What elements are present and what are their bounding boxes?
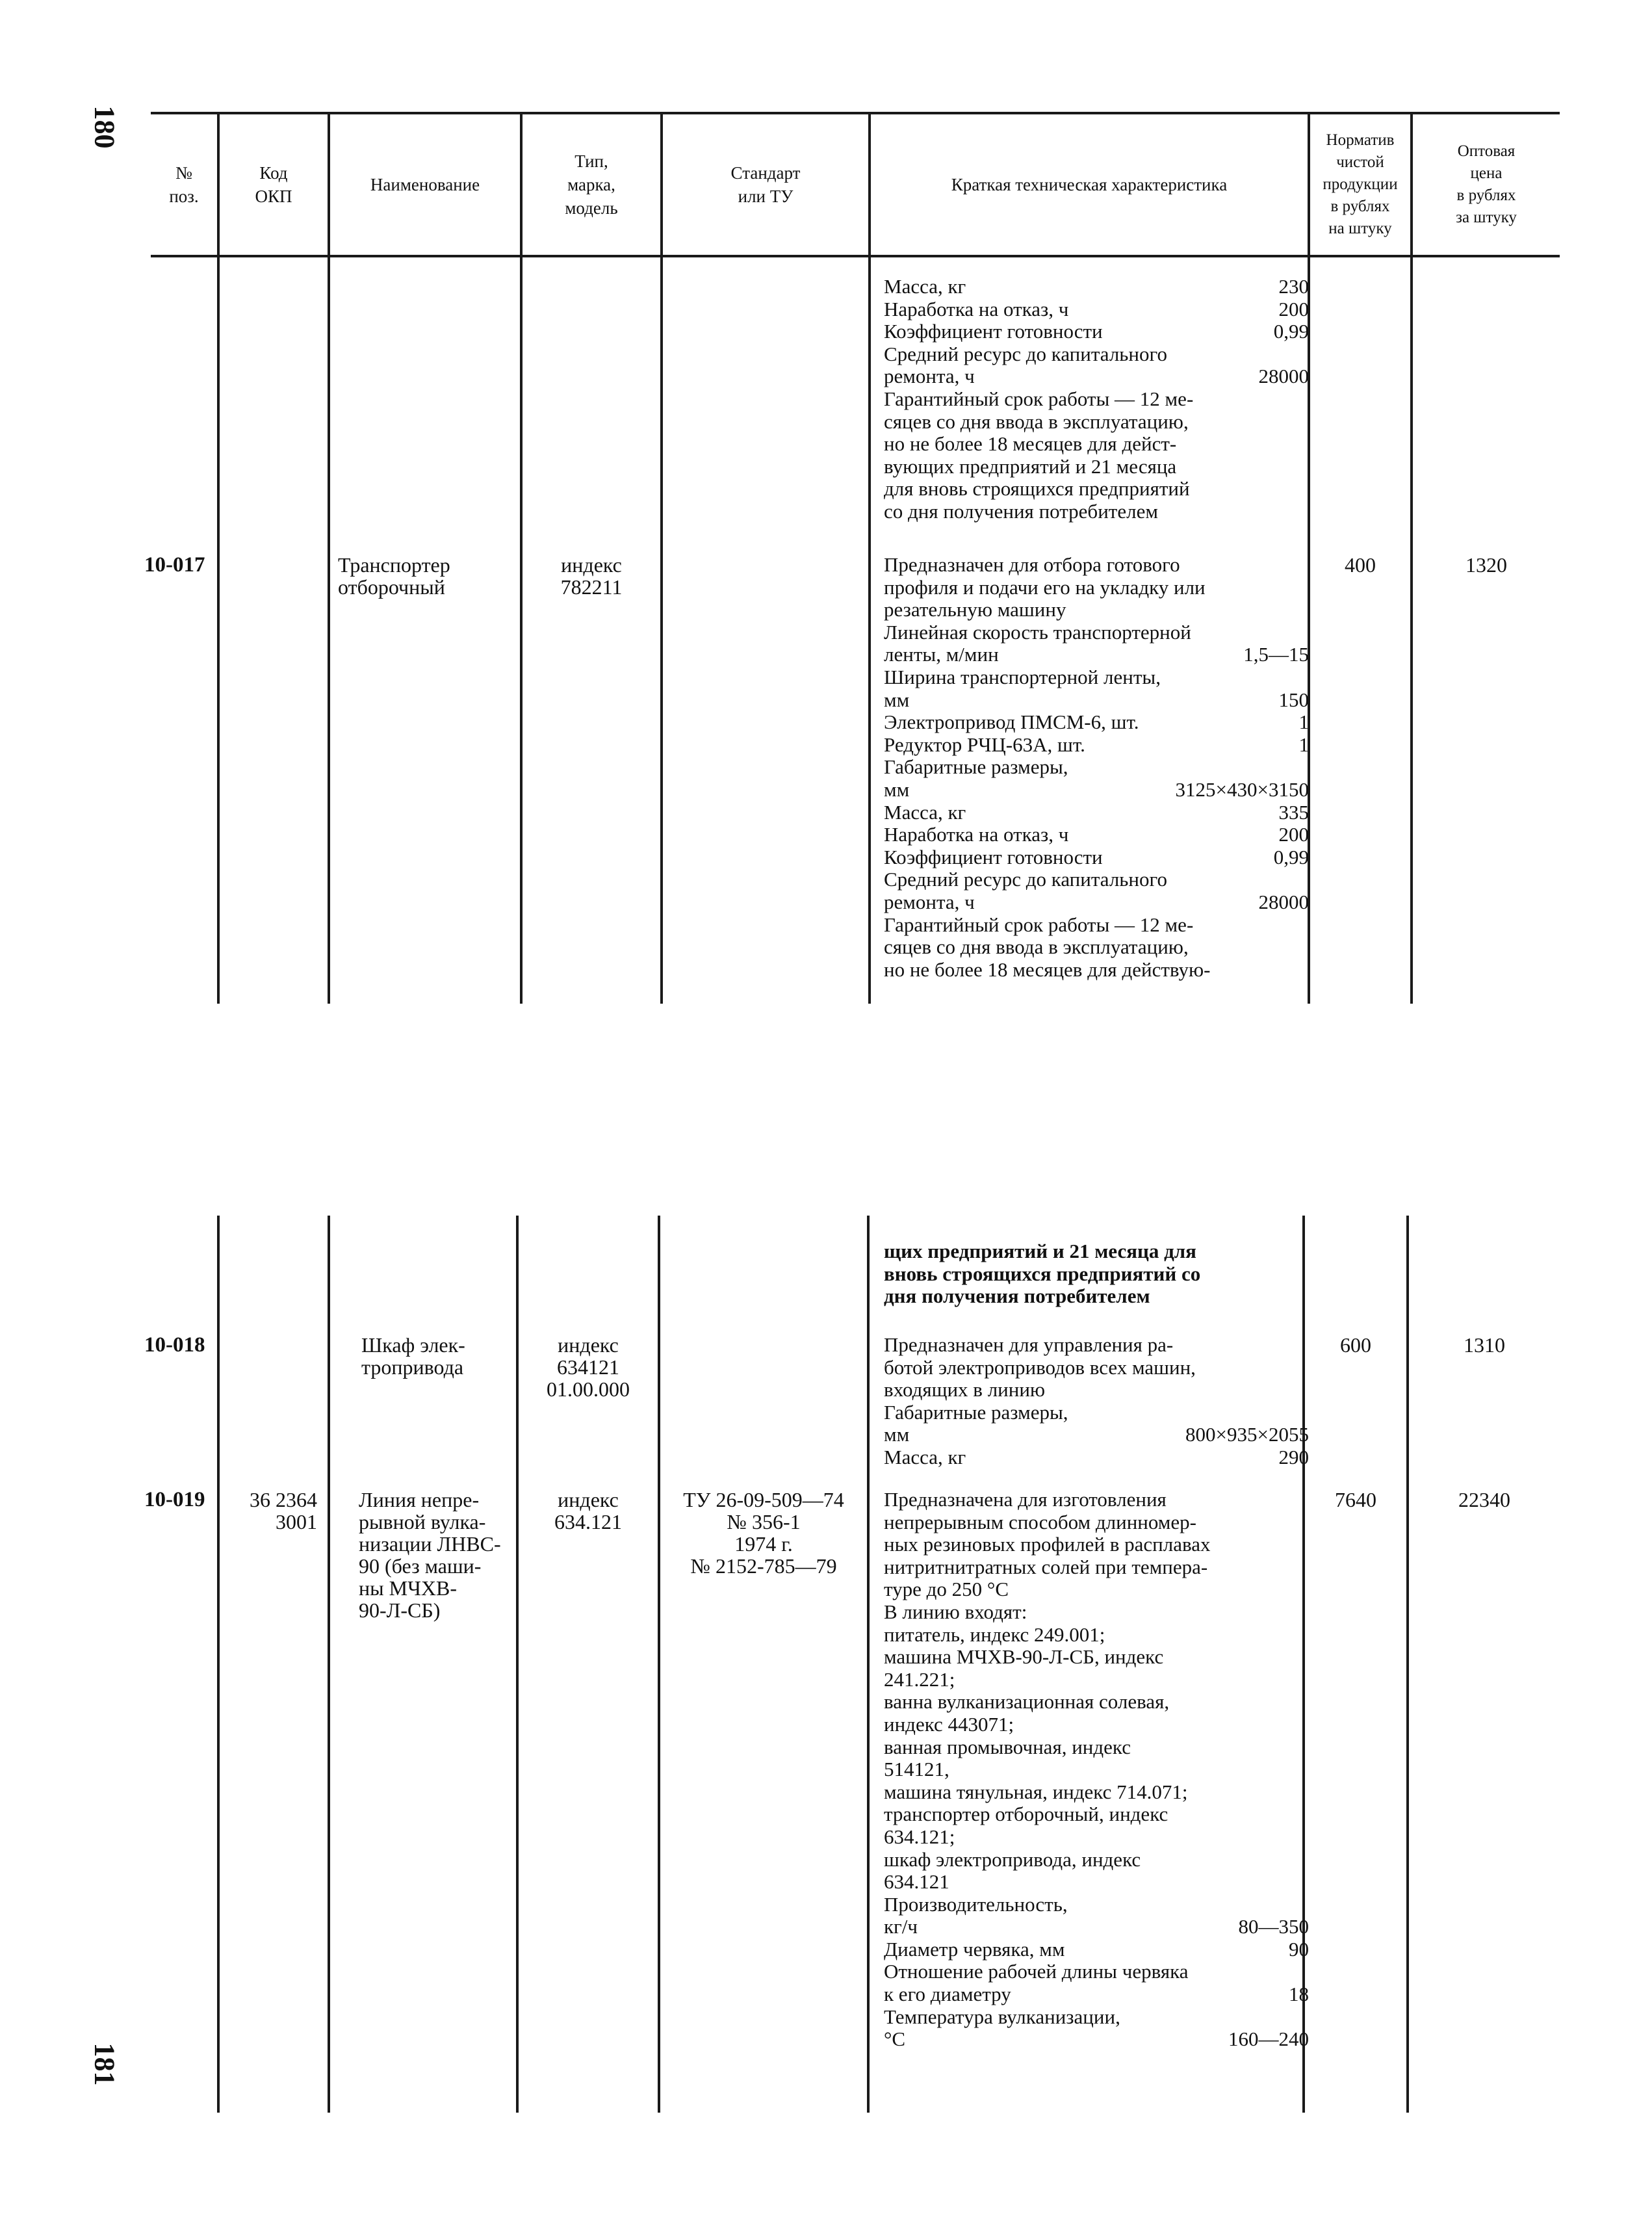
spec-line bbox=[884, 1601, 1309, 1624]
spec-line bbox=[884, 599, 1309, 621]
column-divider bbox=[867, 1216, 870, 2113]
spec-block bbox=[884, 276, 1309, 523]
spec-label: Габаритные размеры, bbox=[884, 755, 1068, 779]
spec-line bbox=[884, 456, 1309, 478]
row-norm: 7640 bbox=[1335, 1488, 1376, 1511]
spec-label: ванная промывочная, индекс bbox=[884, 1735, 1131, 1758]
spec-value: 290 bbox=[1278, 1445, 1309, 1468]
spec-line bbox=[884, 1736, 1309, 1759]
spec-line bbox=[884, 1849, 1309, 1871]
spec-label: для вновь строящихся предприятий bbox=[884, 477, 1190, 501]
row-type: индекс 634121 01.00.000 bbox=[547, 1333, 630, 1401]
spec-line bbox=[884, 1489, 1309, 1511]
spec-line bbox=[884, 914, 1309, 937]
column-divider bbox=[328, 1216, 330, 2113]
spec-label: Редуктор РЧЦ-63А, шт. bbox=[884, 733, 1085, 756]
spec-line bbox=[884, 1826, 1309, 1849]
spec-line bbox=[884, 1556, 1309, 1579]
spec-line bbox=[884, 1624, 1309, 1647]
spec-line bbox=[884, 734, 1309, 757]
spec-label: но не более 18 месяцев для действую- bbox=[884, 958, 1211, 981]
spec-label: вновь строящихся предприятий со bbox=[884, 1262, 1201, 1285]
spec-line bbox=[884, 1758, 1309, 1781]
spec-label: мм bbox=[884, 1423, 910, 1446]
spec-value: 28000 bbox=[1258, 365, 1309, 388]
spec-block bbox=[884, 1240, 1309, 1308]
spec-line bbox=[884, 824, 1309, 846]
spec-line bbox=[884, 1669, 1309, 1691]
spec-label: кг/ч bbox=[884, 1915, 918, 1938]
spec-line bbox=[884, 1401, 1309, 1424]
row-position: 10-017 bbox=[144, 553, 205, 577]
spec-line bbox=[884, 779, 1309, 802]
spec-label: 241.221; bbox=[884, 1667, 955, 1691]
header-name: Наименование bbox=[370, 175, 480, 194]
header-standard: Стандарт или ТУ bbox=[730, 163, 801, 206]
spec-line bbox=[884, 711, 1309, 734]
row-price: 22340 bbox=[1458, 1488, 1510, 1511]
spec-value: 90 bbox=[1289, 1937, 1309, 1961]
spec-block bbox=[884, 1334, 1309, 1469]
spec-label: индекс 443071; bbox=[884, 1712, 1014, 1736]
row-okp: 36 2364 3001 bbox=[250, 1488, 317, 1533]
spec-label: со дня получения потребителем bbox=[884, 499, 1158, 523]
spec-line bbox=[884, 1578, 1309, 1601]
spec-label: машина тянульная, индекс 714.071; bbox=[884, 1780, 1188, 1803]
spec-line bbox=[884, 1781, 1309, 1804]
row-norm: 600 bbox=[1340, 1333, 1371, 1357]
spec-label: Коэффициент готовности bbox=[884, 845, 1103, 868]
row-type: индекс 782211 bbox=[560, 553, 623, 599]
page-number-bottom: 181 bbox=[88, 2042, 121, 2086]
spec-line bbox=[884, 1894, 1309, 1916]
spec-line bbox=[884, 846, 1309, 869]
spec-block bbox=[884, 554, 1309, 981]
spec-label: Масса, кг bbox=[884, 800, 966, 824]
spec-line bbox=[884, 577, 1309, 599]
spec-line bbox=[884, 343, 1309, 366]
spec-label: вующих предприятий и 21 месяца bbox=[884, 454, 1177, 478]
spec-label: ленты, м/мин bbox=[884, 643, 999, 666]
spec-label: щих предприятий и 21 месяца для bbox=[884, 1240, 1196, 1262]
spec-value: 230 bbox=[1278, 275, 1309, 298]
spec-value: 1 bbox=[1298, 733, 1309, 756]
spec-line bbox=[884, 554, 1309, 577]
spec-value: 28000 bbox=[1258, 890, 1309, 913]
row-name: Шкаф элек- тропривода bbox=[361, 1333, 465, 1379]
spec-value: 150 bbox=[1278, 688, 1309, 711]
spec-label: шкаф электропривода, индекс bbox=[884, 1847, 1141, 1871]
spec-label: непрерывным способом длинномер- bbox=[884, 1510, 1196, 1533]
spec-line bbox=[884, 1424, 1309, 1446]
spec-label: Предназначена для изготовления bbox=[884, 1488, 1167, 1511]
spec-label: туре до 250 °С bbox=[884, 1578, 1009, 1601]
spec-label: сяцев со дня ввода в эксплуатацию, bbox=[884, 935, 1189, 959]
spec-line bbox=[884, 1511, 1309, 1534]
spec-line bbox=[884, 1446, 1309, 1469]
spec-value: 0,99 bbox=[1273, 845, 1309, 868]
row-price: 1310 bbox=[1464, 1333, 1505, 1357]
spec-label: Линейная скорость транспортерной bbox=[884, 620, 1191, 644]
spec-label: Отношение рабочей длины червяка bbox=[884, 1960, 1189, 1983]
spec-label: входящих в линию bbox=[884, 1378, 1046, 1401]
page-number-top: 180 bbox=[88, 105, 121, 149]
spec-line bbox=[884, 1691, 1309, 1714]
spec-line bbox=[884, 666, 1309, 689]
header-bottom-rule bbox=[151, 255, 1560, 257]
spec-line bbox=[884, 1871, 1309, 1894]
spec-line bbox=[884, 868, 1309, 891]
spec-line bbox=[884, 1533, 1309, 1556]
spec-label: В линию входят: bbox=[884, 1600, 1027, 1623]
spec-label: но не более 18 месяцев для дейст- bbox=[884, 432, 1177, 456]
spec-value: 800×935×2055 bbox=[1185, 1423, 1309, 1446]
spec-label: Наработка на отказ, ч bbox=[884, 297, 1069, 320]
spec-label: 634.121; bbox=[884, 1825, 955, 1848]
spec-line bbox=[884, 2006, 1309, 2029]
spec-value: 1,5—15 bbox=[1243, 643, 1309, 666]
spec-label: Температура вулканизации, bbox=[884, 2005, 1120, 2028]
spec-line bbox=[884, 276, 1309, 298]
spec-value: 1 bbox=[1298, 710, 1309, 734]
spec-label: мм bbox=[884, 688, 910, 711]
row-standard: ТУ 26-09-509—74 № 356-1 1974 г. № 2152-785—79 bbox=[683, 1488, 844, 1578]
spec-label: Габаритные размеры, bbox=[884, 1400, 1068, 1424]
spec-label: Гарантийный срок работы — 12 ме- bbox=[884, 387, 1194, 410]
spec-label: Предназначен для отбора готового bbox=[884, 553, 1180, 576]
header-pos: № поз. bbox=[169, 163, 199, 206]
spec-line bbox=[884, 959, 1309, 982]
row-name: Линия непре- рывной вулка- низации ЛНВС- 90 (без маши- ны МЧХВ- 90-Л-СБ) bbox=[359, 1488, 501, 1622]
spec-label: Диаметр червяка, мм bbox=[884, 1937, 1065, 1961]
row-position: 10-018 bbox=[144, 1333, 205, 1357]
header-okp: Код ОКП bbox=[255, 163, 292, 206]
spec-line bbox=[884, 365, 1309, 388]
spec-label: питатель, индекс 249.001; bbox=[884, 1623, 1105, 1646]
row-name: Транспортер отборочный bbox=[338, 553, 450, 599]
spec-value: 18 bbox=[1289, 1983, 1309, 2006]
row-type: индекс 634.121 bbox=[554, 1488, 622, 1533]
spec-line bbox=[884, 756, 1309, 779]
spec-line bbox=[884, 298, 1309, 321]
spec-label: резательную машину bbox=[884, 598, 1066, 621]
spec-line bbox=[884, 689, 1309, 712]
spec-label: Масса, кг bbox=[884, 1445, 966, 1468]
spec-line bbox=[884, 1916, 1309, 1938]
column-divider bbox=[658, 1216, 660, 2113]
spec-label: Производительность, bbox=[884, 1892, 1068, 1916]
row-norm: 400 bbox=[1345, 553, 1376, 577]
spec-line bbox=[884, 644, 1309, 666]
spec-line bbox=[884, 1803, 1309, 1826]
spec-label: Коэффициент готовности bbox=[884, 320, 1103, 343]
spec-label: ных резиновых профилей в расплавах bbox=[884, 1533, 1211, 1556]
spec-label: мм bbox=[884, 777, 910, 801]
spec-line bbox=[884, 1646, 1309, 1669]
spec-label: к его диаметру bbox=[884, 1983, 1011, 2006]
spec-line bbox=[884, 433, 1309, 456]
spec-label: нитритнитратных солей при темпера- bbox=[884, 1555, 1208, 1578]
spec-label: машина МЧХВ-90-Л-СБ, индекс bbox=[884, 1645, 1164, 1669]
spec-line bbox=[884, 1983, 1309, 2006]
spec-label: транспортер отборочный, индекс bbox=[884, 1803, 1168, 1826]
spec-value: 3125×430×3150 bbox=[1175, 777, 1309, 801]
spec-label: Гарантийный срок работы — 12 ме- bbox=[884, 913, 1194, 936]
spec-label: Наработка на отказ, ч bbox=[884, 823, 1069, 846]
spec-label: Средний ресурс до капитального bbox=[884, 342, 1167, 365]
spec-value: 0,99 bbox=[1273, 320, 1309, 343]
row-position: 10-019 bbox=[144, 1488, 205, 1511]
spec-label: ванна вулканизационная солевая, bbox=[884, 1690, 1170, 1714]
spec-block bbox=[884, 1489, 1309, 2051]
spec-label: 634.121 bbox=[884, 1870, 949, 1894]
spec-value: 200 bbox=[1278, 297, 1309, 320]
header-type: Тип, марка, модель bbox=[565, 151, 618, 218]
spec-label: Ширина транспортерной ленты, bbox=[884, 665, 1161, 688]
spec-label: дня получения потребителем bbox=[884, 1284, 1150, 1308]
spec-line bbox=[884, 1961, 1309, 1983]
header-spec: Краткая техническая характеристика bbox=[951, 175, 1228, 194]
spec-label: Средний ресурс до капитального bbox=[884, 868, 1167, 891]
spec-line bbox=[884, 1285, 1309, 1308]
spec-line bbox=[884, 621, 1309, 644]
spec-label: ботой электроприводов всех машин, bbox=[884, 1355, 1196, 1379]
spec-line bbox=[884, 501, 1309, 523]
spec-line bbox=[884, 388, 1309, 411]
spec-line bbox=[884, 2028, 1309, 2051]
header-price: Оптовая цена в рублях за штуку bbox=[1456, 142, 1517, 226]
spec-label: ремонта, ч bbox=[884, 365, 975, 388]
spec-label: профиля и подачи его на укладку или bbox=[884, 575, 1206, 599]
spec-line bbox=[884, 1379, 1309, 1401]
spec-value: 335 bbox=[1278, 800, 1309, 824]
row-price: 1320 bbox=[1465, 553, 1507, 577]
spec-line bbox=[884, 1334, 1309, 1357]
spec-value: 80—350 bbox=[1238, 1915, 1309, 1938]
spec-label: °С bbox=[884, 2027, 906, 2051]
spec-line bbox=[884, 1263, 1309, 1286]
spec-line bbox=[884, 320, 1309, 343]
spec-label: Электропривод ПМСМ-6, шт. bbox=[884, 710, 1139, 734]
spec-label: сяцев со дня ввода в эксплуатацию, bbox=[884, 410, 1189, 433]
spec-line bbox=[884, 1714, 1309, 1736]
spec-label: Предназначен для управления ра- bbox=[884, 1333, 1174, 1356]
spec-label: Масса, кг bbox=[884, 275, 966, 298]
spec-label: 514121, bbox=[884, 1758, 949, 1781]
spec-line bbox=[884, 802, 1309, 824]
spec-line bbox=[884, 478, 1309, 501]
spec-line bbox=[884, 936, 1309, 959]
spec-line bbox=[884, 1357, 1309, 1379]
column-divider bbox=[217, 1216, 220, 2113]
spec-line bbox=[884, 891, 1309, 914]
spec-line bbox=[884, 411, 1309, 434]
spec-line bbox=[884, 1240, 1309, 1263]
spec-line bbox=[884, 1938, 1309, 1961]
spec-value: 200 bbox=[1278, 823, 1309, 846]
header-norm: Норматив чистой продукции в рублях на штуку bbox=[1323, 131, 1398, 237]
spec-label: ремонта, ч bbox=[884, 890, 975, 913]
spec-value: 160—240 bbox=[1228, 2027, 1309, 2051]
